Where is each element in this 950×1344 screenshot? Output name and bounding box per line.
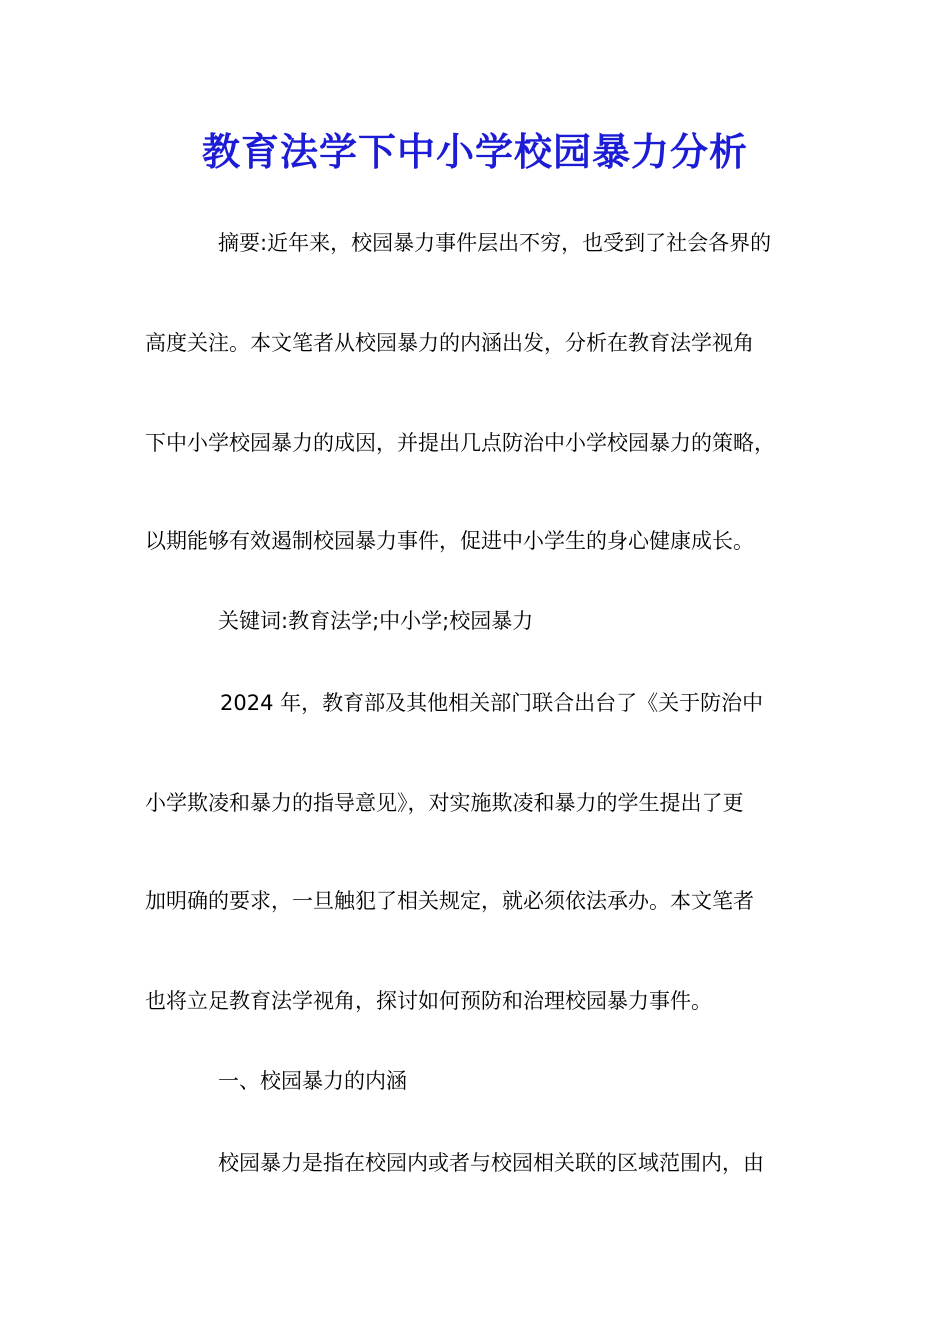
- section-heading-1: 一、校园暴力的内涵: [218, 1069, 407, 1093]
- abstract-line-3: 下中小学校园暴力的成因，并提出几点防治中小学校园暴力的策略，: [145, 431, 775, 455]
- abstract-line-2: 高度关注。本文笔者从校园暴力的内涵出发，分析在教育法学视角: [145, 331, 754, 355]
- body-paragraph-1-line-3: 加明确的要求，一旦触犯了相关规定，就必须依法承办。本文笔者: [145, 889, 754, 913]
- body-paragraph-1-line-1: 2024 年，教育部及其他相关部门联合出台了《关于防治中: [220, 691, 764, 715]
- abstract-line-4: 以期能够有效遏制校园暴力事件，促进中小学生的身心健康成长。: [145, 529, 754, 553]
- body-paragraph-1-line-4: 也将立足教育法学视角，探讨如何预防和治理校园暴力事件。: [145, 989, 712, 1013]
- body-paragraph-1-line-2: 小学欺凌和暴力的指导意见》，对实施欺凌和暴力的学生提出了更: [145, 791, 744, 815]
- body-paragraph-2-line-1: 校园暴力是指在校园内或者与校园相关联的区域范围内，由: [218, 1151, 764, 1175]
- keywords-line: 关键词:教育法学;中小学;校园暴力: [218, 609, 534, 633]
- abstract-line-1: 摘要:近年来，校园暴力事件层出不穷，也受到了社会各界的: [218, 231, 772, 255]
- document-title: 教育法学下中小学校园暴力分析: [201, 129, 748, 174]
